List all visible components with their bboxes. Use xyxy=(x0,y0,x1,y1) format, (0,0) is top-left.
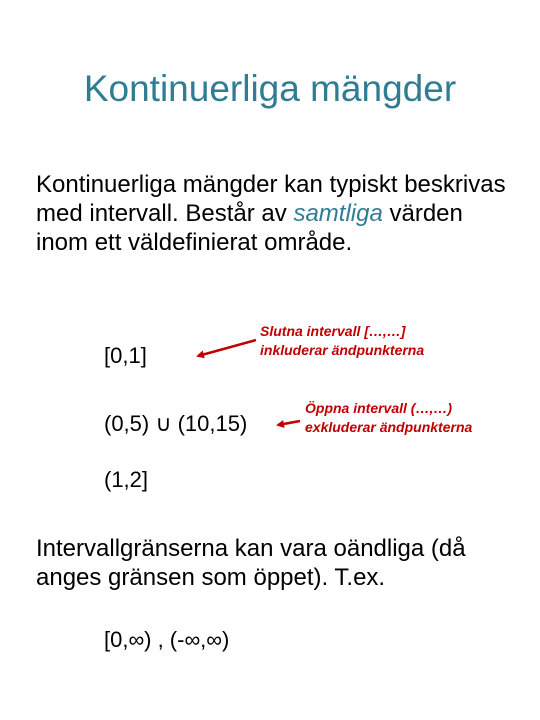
intro-text-end: värden inom ett väldefinierat område. xyxy=(36,200,463,256)
half-open-interval-example: (1,2] xyxy=(104,467,149,492)
open-interval-note xyxy=(305,399,472,437)
closed-interval-note xyxy=(260,322,424,360)
intro-text-start: Kontinuerliga mängder kan typiskt beskrivas med intervall. Består av xyxy=(36,171,506,227)
closed-note-arrow xyxy=(198,340,256,356)
intro-paragraph xyxy=(36,170,516,257)
slide-title: Kontinuerliga mängder xyxy=(83,68,457,109)
open-note-line1: Öppna intervall (…,…) xyxy=(305,400,453,416)
emphasized-word: samtliga xyxy=(293,200,383,227)
closed-note-line2: inkluderar ändpunkterna xyxy=(260,342,425,358)
closed-note-line1: Slutna intervall […,…] xyxy=(260,323,406,339)
outro-paragraph: Intervallgränserna kan vara oändliga (då anges gränsen som öppet). T.ex. xyxy=(36,535,466,591)
closed-interval-example: [0,1] xyxy=(104,343,147,368)
open-note-line2: exkluderar ändpunkterna xyxy=(305,419,473,435)
infinite-interval-example: [0,∞) , (-∞,∞) xyxy=(104,627,230,652)
open-note-arrow xyxy=(278,421,300,425)
union-interval-example: (0,5) ∪ (10,15) xyxy=(104,411,248,436)
